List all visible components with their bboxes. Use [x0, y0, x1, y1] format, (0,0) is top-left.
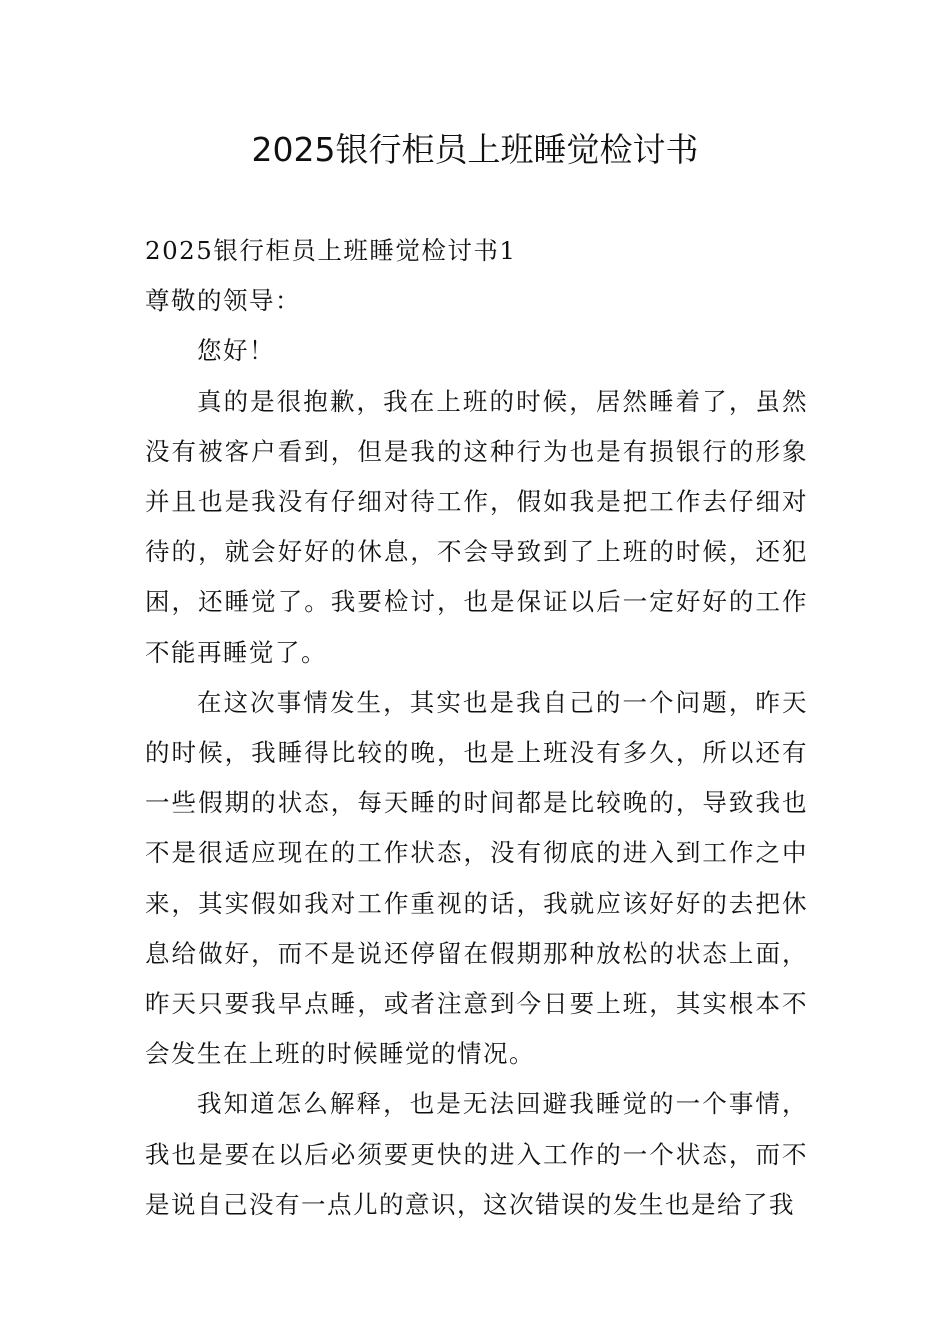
paragraph-1: 真的是很抱歉，我在上班的时候，居然睡着了，虽然没有被客户看到，但是我的这种行为也是有损银行的形象并且也是我没有仔细对待工作，假如我是把工作去仔细对待的，就会好好的休息，不会导致到了上班的时候，还犯困，还睡觉了。我要检讨，也是保证以后一定好好的工作不能再睡觉了。: [145, 386, 808, 667]
document-body: [145, 226, 808, 1230]
greeting: 您好！: [197, 336, 275, 366]
salutation: 尊敬的领导：: [145, 286, 301, 316]
paragraph-3: 我知道怎么解释，也是无法回避我睡觉的一个事情，我也是要在以后必须要更快的进入工作的一个状态，而不是说自己没有一点儿的意识，这次错误的发生也是给了我: [145, 1089, 808, 1219]
paragraph-2: 在这次事情发生，其实也是我自己的一个问题，昨天的时候，我睡得比较的晚，也是上班没有多久，所以还有一些假期的状态，每天睡的时间都是比较晚的，导致我也不是很适应现在的工作状态，没有彻底的进入到工作之中来，其实假如我对工作重视的话，我就应该好好的去把休息给做好，而不是说还停留在假期那种放松的状态上面，昨天只要我早点睡，或者注意到今日要上班，其实根本不会发生在上班的时候睡觉的情况。: [145, 687, 808, 1069]
document-title: 2025银行柜员上班睡觉检讨书: [251, 130, 699, 169]
section-heading: 2025银行柜员上班睡觉检讨书1: [145, 236, 517, 265]
